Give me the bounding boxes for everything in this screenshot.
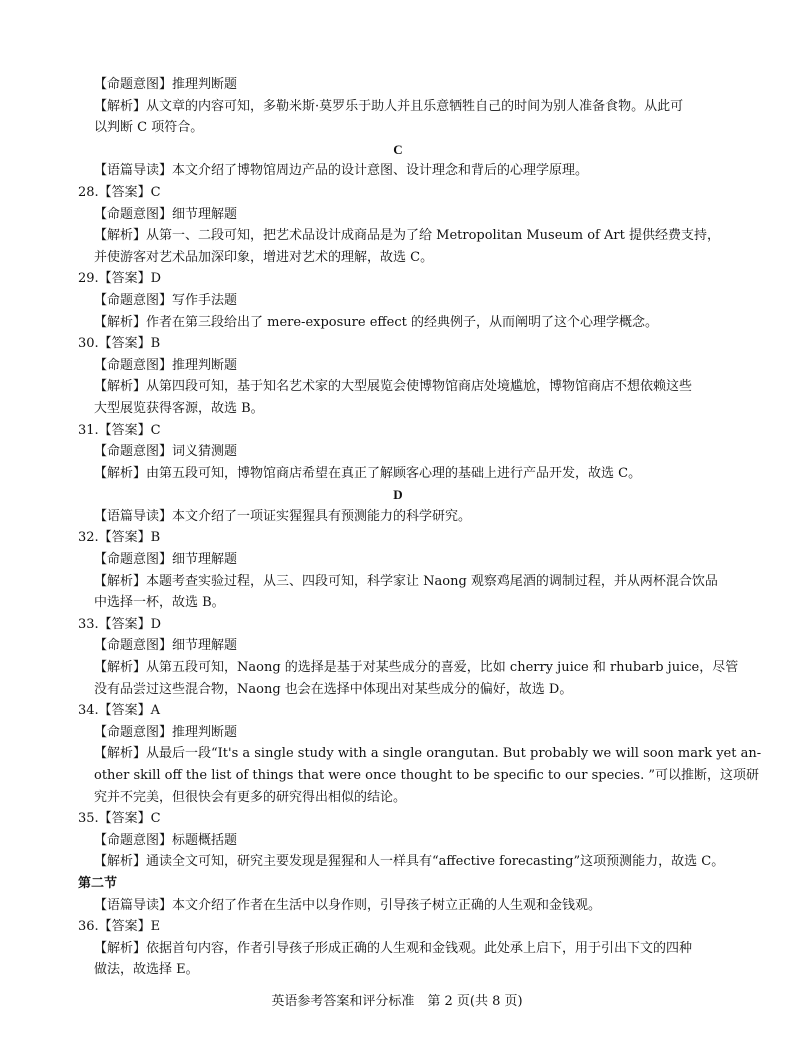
question-intent: 【命题意图】写作手法题 [94,292,238,308]
answer-key-body [78,74,762,981]
analysis-text: 【解析】作者在第三段给出了 mere-exposure effect 的经典例子，从而阐明了这个心理学概念。 [94,314,658,330]
section-heading: 第二节 [78,875,118,891]
answer-36: 36.【答案】E [78,919,161,935]
answer-33: 33.【答案】D [78,616,162,632]
question-intent: 【命题意图】细节理解题 [94,206,238,222]
answer-28: 28.【答案】C [78,184,161,200]
answer-29: 29.【答案】D [78,271,162,287]
question-intent: 【命题意图】细节理解题 [94,638,238,654]
analysis-text: 究并不完美，但很快会有更多的研究得出相似的结论。 [94,789,407,805]
analysis-text: 【解析】依据首句内容，作者引导孩子形成正确的人生观和金钱观。此处承上启下，用于引出下文的四种 [94,940,693,956]
analysis-text: 【解析】从最后一段“It's a single study with a single orangutan. But probably we will soon mark yet an- [94,746,762,762]
analysis-text: 没有品尝过这些混合物，Naong 也会在选择中体现出对某些成分的偏好，故选 D。 [94,681,573,697]
analysis-text: 大型展览获得客源，故选 B。 [94,400,264,416]
answer-30: 30.【答案】B [78,336,161,352]
section-letter-c: C [393,141,403,157]
question-intent: 【命题意图】推理判断题 [94,77,238,92]
analysis-text: 【解析】本题考查实验过程，从三、四段可知，科学家让 Naong 观察鸡尾酒的调制过程，并从两杯混合饮品 [94,573,718,589]
question-intent: 【命题意图】标题概括题 [94,832,238,848]
question-intent: 【命题意图】词义猜测题 [94,444,238,460]
analysis-text: 做法，故选择 E。 [94,962,199,978]
answer-31: 31.【答案】C [78,422,161,438]
analysis-text: 【解析】从文章的内容可知，多勒米斯·莫罗乐于助人并且乐意牺牲自己的时间为别人准备食物。从此可 [94,98,684,114]
analysis-text: 以判断 C 项符合。 [94,120,204,136]
passage-guide: 【语篇导读】本文介绍了作者在生活中以身作则，引导孩子树立正确的人生观和金钱观。 [94,897,602,913]
question-intent: 【命题意图】推理判断题 [94,357,238,373]
analysis-text: 【解析】从第四段可知，基于知名艺术家的大型展览会使博物馆商店处境尴尬，博物馆商店不想依赖这些 [94,379,693,395]
analysis-text: 【解析】从第五段可知，Naong 的选择是基于对某些成分的喜爱，比如 cherry juice 和 rhubarb juice，尽管 [94,660,739,676]
analysis-text: 【解析】从第一、二段可知，把艺术品设计成商品是为了给 Metropolitan Museum of Art 提供经费支持， [94,228,720,244]
analysis-text: 【解析】通读全文可知，研究主要发现是猩猩和人一样具有“affective forecasting”这项预测能力，故选 C。 [94,854,725,870]
analysis-text: 【解析】由第五段可知，博物馆商店希望在真正了解顾客心理的基础上进行产品开发，故选 C。 [94,465,642,481]
page-footer: 英语参考答案和评分标准 第 2 页(共 8 页) [271,994,523,1009]
analysis-text: other skill off the list of things that were once thought to be specific to our species. ”可以推断，这项研 [94,768,759,783]
analysis-text: 中选择一杯，故选 B。 [94,595,225,611]
analysis-text: 并使游客对艺术品加深印象，增进对艺术的理解，故选 C。 [94,249,434,265]
passage-guide: 【语篇导读】本文介绍了一项证实猩猩具有预测能力的科学研究。 [94,508,472,524]
question-intent: 【命题意图】推理判断题 [94,724,238,740]
section-letter-d: D [393,487,403,503]
passage-guide: 【语篇导读】本文介绍了博物馆周边产品的设计意图、设计理念和背后的心理学原理。 [94,163,589,179]
answer-32: 32.【答案】B [78,530,161,546]
answer-35: 35.【答案】C [78,811,161,827]
answer-34: 34.【答案】A [78,703,161,719]
question-intent: 【命题意图】细节理解题 [94,552,238,568]
